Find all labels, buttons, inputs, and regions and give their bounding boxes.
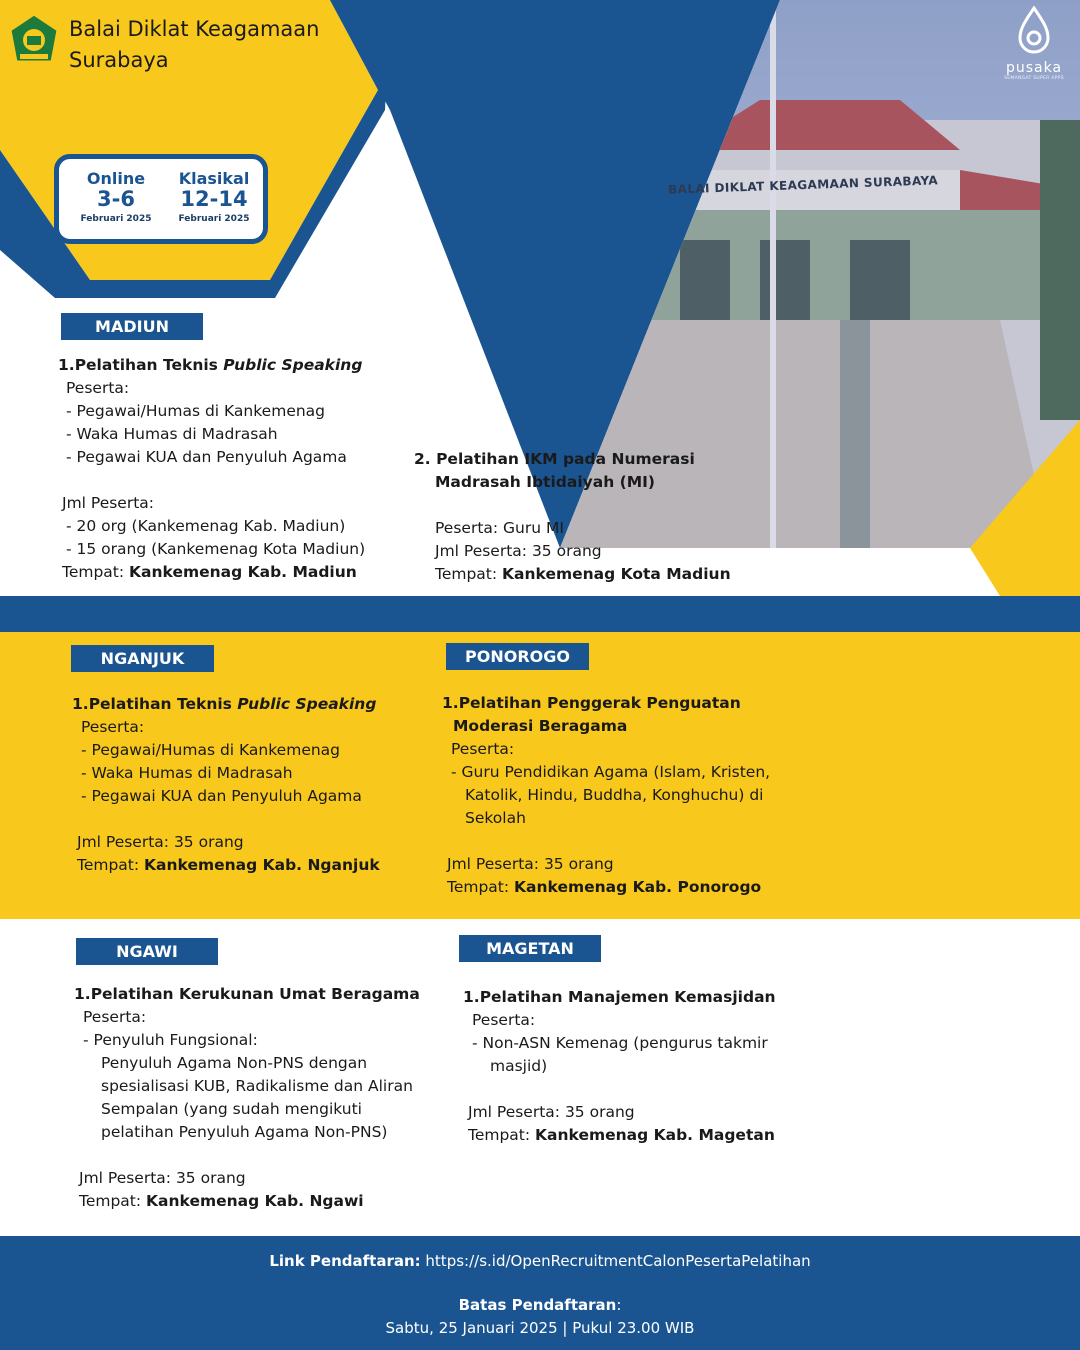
org-name-line1: Balai Diklat Keagamaan <box>69 17 320 41</box>
schedule-box <box>54 154 268 244</box>
pusaka-wordmark: pusaka <box>1005 60 1063 76</box>
list-item: - Pegawai/Humas di Kankemenag <box>81 741 341 759</box>
madiun-training-2 <box>414 448 774 586</box>
magetan-heading: MAGETAN <box>459 935 601 962</box>
kemenag-logo <box>6 12 62 68</box>
ponorogo-t1-title-line1: 1.Pelatihan Penggerak Penguatan <box>442 694 741 712</box>
klasikal-schedule <box>165 169 263 224</box>
list-item: - Waka Humas di Madrasah <box>66 425 278 443</box>
pusaka-drop-icon <box>1016 6 1052 54</box>
magetan-jml: Jml Peserta: 35 orang <box>468 1103 635 1121</box>
nganjuk-heading: NGANJUK <box>71 645 214 672</box>
madiun-t1-title: 1.Pelatihan Teknis Public Speaking <box>58 356 363 374</box>
list-item: - Guru Pendidikan Agama (Islam, Kristen, <box>451 763 771 781</box>
org-name-line2: Surabaya <box>69 48 169 72</box>
madiun-t1-jml-label: Jml Peserta: <box>62 494 155 512</box>
list-item: pelatihan Penyuluh Agama Non-PNS) <box>101 1123 388 1141</box>
madiun-heading: MADIUN <box>61 313 203 340</box>
madiun-t2-title-line2: Madrasah Ibtidaiyah (MI) <box>435 473 656 491</box>
list-item: - Waka Humas di Madrasah <box>81 764 293 782</box>
magetan-training-1 <box>463 986 843 1147</box>
magetan-t1-title: 1.Pelatihan Manajemen Kemasjidan <box>463 988 776 1006</box>
ponorogo-jml: Jml Peserta: 35 orang <box>447 855 614 873</box>
madiun-t2-title-line1: 2. Pelatihan IKM pada Numerasi <box>414 450 695 468</box>
pusaka-tagline: SEMANGAT SUPER APPS <box>1004 76 1064 81</box>
pusaka-brand <box>996 6 1072 81</box>
madiun-t2-tempat: Tempat: Kankemenag Kota Madiun <box>435 565 731 583</box>
list-item: Katolik, Hindu, Buddha, Konghuchu) di <box>465 786 764 804</box>
nganjuk-t1-title: 1.Pelatihan Teknis Public Speaking <box>72 695 377 713</box>
magetan-tempat: Tempat: Kankemenag Kab. Magetan <box>468 1126 775 1144</box>
nganjuk-jml: Jml Peserta: 35 orang <box>77 833 244 851</box>
online-month: Februari 2025 <box>80 214 152 224</box>
nganjuk-tempat: Tempat: Kankemenag Kab. Nganjuk <box>77 856 380 874</box>
online-label: Online <box>86 169 146 188</box>
registration-link <box>0 1252 1080 1270</box>
ngawi-tempat: Tempat: Kankemenag Kab. Ngawi <box>79 1192 364 1210</box>
registration-deadline-value: Sabtu, 25 Januari 2025 | Pukul 23.00 WIB <box>385 1319 695 1337</box>
ponorogo-tempat: Tempat: Kankemenag Kab. Ponorogo <box>447 878 762 896</box>
organization-title <box>69 14 359 76</box>
ngawi-heading: NGAWI <box>76 938 218 965</box>
ngawi-peserta-label: Peserta: <box>83 1008 147 1026</box>
deadline-label: Batas Pendaftaran <box>458 1296 617 1314</box>
registration-deadline-label-row: Batas Pendaftaran: <box>458 1296 622 1314</box>
list-item: masjid) <box>490 1057 548 1075</box>
registration-url[interactable]: https://s.id/OpenRecruitmentCalonPesertaPelatihan <box>425 1252 811 1270</box>
list-item: spesialisasi KUB, Radikalisme dan Aliran <box>101 1077 413 1095</box>
blue-divider-bar <box>0 596 1080 632</box>
ponorogo-peserta-label: Peserta: <box>451 740 515 758</box>
ngawi-t1-title: 1.Pelatihan Kerukunan Umat Beragama <box>74 985 420 1003</box>
registration-link-label: Link Pendaftaran: <box>269 1252 421 1270</box>
klasikal-days: 12-14 <box>180 187 248 211</box>
madiun-t2-peserta: Peserta: Guru MI <box>435 519 564 537</box>
ponorogo-heading: PONOROGO <box>446 643 589 670</box>
ngawi-training-1 <box>74 983 454 1213</box>
list-item: - Non-ASN Kemenag (pengurus takmir <box>472 1034 768 1052</box>
klasikal-month: Februari 2025 <box>178 214 250 224</box>
nganjuk-training-1 <box>72 693 432 877</box>
madiun-t1-tempat: Tempat: Kankemenag Kab. Madiun <box>62 563 357 581</box>
ponorogo-t1-title-line2: Moderasi Beragama <box>453 717 628 735</box>
list-item: - Pegawai/Humas di Kankemenag <box>66 402 326 420</box>
klasikal-label: Klasikal <box>178 169 250 188</box>
madiun-t2-jml: Jml Peserta: 35 orang <box>435 542 602 560</box>
nganjuk-peserta-label: Peserta: <box>81 718 145 736</box>
ponorogo-training-1 <box>442 692 822 899</box>
ngawi-jml: Jml Peserta: 35 orang <box>79 1169 246 1187</box>
online-days: 3-6 <box>97 187 135 211</box>
madiun-training-1 <box>58 354 418 584</box>
online-schedule <box>67 169 165 224</box>
list-item: Sempalan (yang sudah mengikuti <box>101 1100 362 1118</box>
magetan-peserta-label: Peserta: <box>472 1011 536 1029</box>
building-sign-text: BALAI DIKLAT KEAGAMAAN SURABAYA <box>667 173 939 197</box>
list-item: - Pegawai KUA dan Penyuluh Agama <box>66 448 347 466</box>
list-item: - 15 orang (Kankemenag Kota Madiun) <box>66 540 366 558</box>
list-item: - Pegawai KUA dan Penyuluh Agama <box>81 787 362 805</box>
list-item: Penyuluh Agama Non-PNS dengan <box>101 1054 368 1072</box>
list-item: - 20 org (Kankemenag Kab. Madiun) <box>66 517 346 535</box>
list-item: Sekolah <box>465 809 526 827</box>
madiun-t1-peserta-label: Peserta: <box>66 379 130 397</box>
ngawi-item-head: - Penyuluh Fungsional: <box>83 1031 258 1049</box>
